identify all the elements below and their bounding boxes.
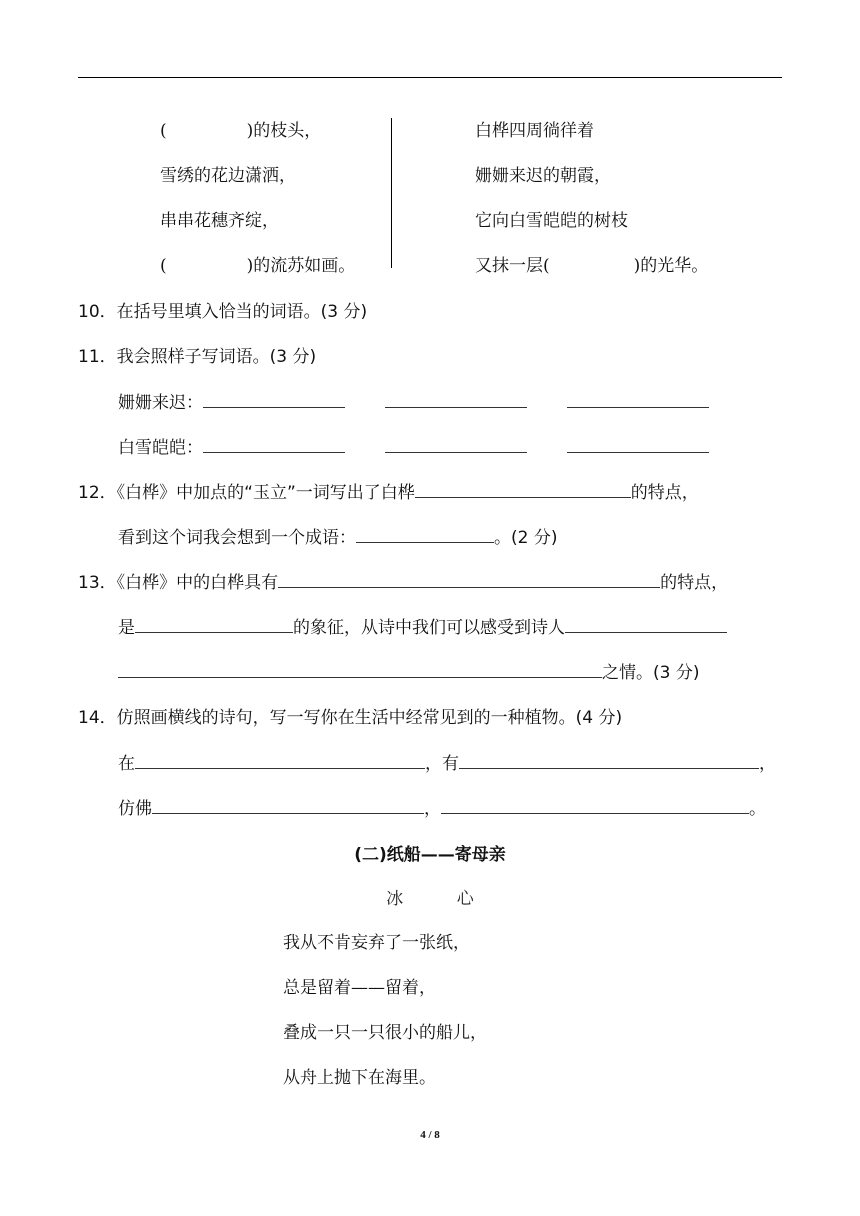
header-rule	[78, 77, 782, 78]
paren-open: (	[160, 256, 167, 276]
q11-row-2	[118, 433, 709, 458]
poem-text: )的流苏如画。	[246, 256, 356, 276]
question-10: 10．在括号里填入恰当的词语。(3 分)	[78, 302, 368, 322]
question-text: 。	[749, 799, 766, 819]
question-12	[78, 478, 699, 503]
answer-blank[interactable]	[459, 750, 759, 769]
poem2-line-4: 从舟上抛下在海里。	[283, 1068, 436, 1088]
answer-blank[interactable]	[565, 614, 727, 633]
answer-blank[interactable]	[203, 434, 345, 453]
question-text: 看到这个词我会想到一个成语：	[118, 528, 356, 548]
question-text: ，	[424, 799, 441, 819]
answer-blank[interactable]	[135, 614, 293, 633]
question-text: 仿佛	[118, 799, 152, 819]
section-title: (二)纸船——寄母亲	[354, 845, 506, 865]
answer-blank[interactable]	[385, 389, 527, 408]
question-text: 的特点，	[660, 573, 729, 593]
poem-text: )的枝头，	[246, 121, 322, 141]
question-13-cont	[118, 613, 727, 638]
question-14: 14．仿照画横线的诗句，写一写你在生活中经常见到的一种植物。(4 分)	[78, 708, 623, 728]
author-name: 冰 心	[386, 889, 498, 909]
poem-right-line-4	[475, 251, 708, 276]
question-number: 12．	[78, 483, 117, 503]
answer-blank[interactable]	[567, 434, 709, 453]
poem-right-line-3: 它向白雪皑皑的树枝	[475, 211, 628, 231]
question-text: 《白桦》中加点的“玉立”一词写出了白桦	[116, 483, 415, 503]
q14-row-2	[118, 794, 766, 819]
poem-right-line-2: 姗姗来迟的朝霞，	[475, 166, 611, 186]
poem2-line-2: 总是留着——留着，	[283, 978, 436, 998]
poem-left-line-2: 雪绣的花边潇洒，	[160, 166, 296, 186]
answer-blank[interactable]	[415, 479, 631, 498]
question-text: 在	[118, 754, 135, 774]
poem-text: )的光华。	[633, 256, 709, 276]
question-text: ，	[759, 754, 776, 774]
question-text: 《白桦》中的白桦具有	[116, 573, 279, 593]
answer-blank[interactable]	[203, 389, 345, 408]
page-number: 4 / 8	[420, 1129, 440, 1141]
answer-blank[interactable]	[135, 750, 425, 769]
question-text: 是	[118, 618, 135, 638]
q11-row-1	[118, 388, 709, 413]
poem-text: 又抹一层(	[475, 256, 550, 276]
answer-blank[interactable]	[441, 795, 749, 814]
question-text: 的特点，	[630, 483, 699, 503]
paren-open: (	[160, 121, 167, 141]
answer-blank[interactable]	[356, 524, 494, 543]
q11-label: 白雪皑皑：	[118, 438, 203, 458]
answer-blank[interactable]	[118, 659, 602, 678]
question-13	[78, 568, 728, 593]
question-text: ，有	[425, 754, 459, 774]
answer-blank[interactable]	[278, 569, 660, 588]
answer-blank[interactable]	[167, 118, 247, 136]
poem-left-line-3: 串串花穗齐绽，	[160, 211, 279, 231]
poem-left-line-1	[160, 116, 321, 141]
answer-blank[interactable]	[152, 795, 424, 814]
answer-blank[interactable]	[167, 253, 247, 271]
q11-label: 姗姗来迟：	[118, 393, 203, 413]
poem-divider	[391, 118, 392, 268]
question-text: 。(2 分)	[494, 528, 558, 548]
question-number: 13．	[78, 573, 117, 593]
poem2-line-1: 我从不肯妄弃了一张纸，	[283, 933, 470, 953]
question-text: 之情。(3 分)	[602, 663, 700, 683]
answer-blank[interactable]	[567, 389, 709, 408]
question-11: 11．我会照样子写词语。(3 分)	[78, 347, 317, 367]
poem-right-line-1: 白桦四周徜徉着	[475, 121, 594, 141]
q14-row-1	[118, 749, 776, 774]
question-12-cont	[118, 523, 557, 548]
poem-left-line-4	[160, 251, 355, 276]
answer-blank[interactable]	[385, 434, 527, 453]
answer-blank[interactable]	[550, 253, 634, 271]
poem2-line-3: 叠成一只一只很小的船儿，	[283, 1023, 487, 1043]
question-13-cont-2	[118, 658, 699, 683]
question-text: 的象征，从诗中我们可以感受到诗人	[293, 618, 565, 638]
